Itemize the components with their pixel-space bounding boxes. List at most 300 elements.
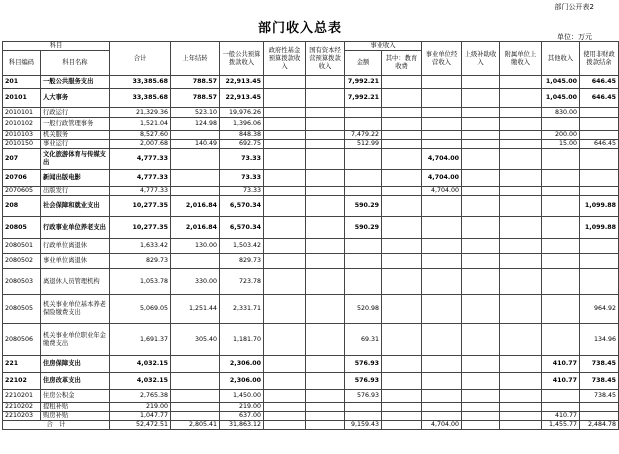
total-cell-sc	[306, 421, 345, 430]
cell-aff	[500, 269, 542, 295]
cell-sc	[306, 254, 345, 269]
cell-oth: 410.77	[542, 356, 580, 373]
cell-amt	[345, 239, 382, 254]
cell-sc	[306, 140, 345, 149]
cell-sub	[462, 269, 500, 295]
cell-gen: 829.73	[220, 254, 264, 269]
cell-amt: 7,992.21	[345, 76, 382, 89]
total-row	[3, 421, 619, 430]
cell-code: 2080505	[3, 295, 41, 324]
cell-sub	[462, 403, 500, 412]
cell-nf	[580, 131, 619, 140]
cell-nf	[580, 108, 619, 118]
table-row	[3, 412, 619, 421]
header-amount: 金额	[345, 51, 382, 76]
cell-gen: 22,913.45	[220, 89, 264, 108]
cell-carry	[171, 403, 220, 412]
cell-amt: 576.93	[345, 390, 382, 403]
cell-amt	[345, 254, 382, 269]
cell-gen: 2,306.00	[220, 356, 264, 373]
cell-nf	[580, 254, 619, 269]
cell-sc	[306, 403, 345, 412]
cell-ui	[422, 89, 462, 108]
cell-carry: 523.10	[171, 108, 220, 118]
cell-oth	[542, 170, 580, 187]
header-general-budget: 一般公共预算拨款收入	[220, 42, 264, 76]
cell-total: 829.73	[110, 254, 171, 269]
cell-carry	[171, 170, 220, 187]
cell-aff	[500, 324, 542, 356]
cell-gov	[264, 89, 306, 108]
cell-ui	[422, 108, 462, 118]
cell-oth: 1,045.00	[542, 76, 580, 89]
cell-sub	[462, 390, 500, 403]
cell-nf: 646.45	[580, 89, 619, 108]
cell-total: 4,777.33	[110, 149, 171, 170]
cell-sub	[462, 373, 500, 390]
cell-name: 住房保障支出	[41, 356, 110, 373]
cell-code: 208	[3, 196, 41, 217]
cell-name: 机关服务	[41, 131, 110, 140]
total-cell-nf: 2,484.78	[580, 421, 619, 430]
cell-amt: 576.93	[345, 373, 382, 390]
total-cell-tui	[382, 421, 422, 430]
table-row	[3, 324, 619, 356]
cell-tui	[382, 217, 422, 239]
cell-gen: 73.33	[220, 187, 264, 196]
cell-nf: 646.45	[580, 76, 619, 89]
cell-code: 2010103	[3, 131, 41, 140]
cell-total: 4,032.15	[110, 356, 171, 373]
cell-gov	[264, 269, 306, 295]
cell-amt	[345, 118, 382, 131]
cell-amt: 576.93	[345, 356, 382, 373]
unit-label: 单位：万元	[557, 33, 592, 41]
header-subsidy: 上级补助收入	[462, 42, 500, 76]
cell-total: 1,691.37	[110, 324, 171, 356]
cell-name: 行政单位离退休	[41, 239, 110, 254]
cell-ui	[422, 140, 462, 149]
cell-sc	[306, 412, 345, 421]
cell-amt: 69.31	[345, 324, 382, 356]
cell-gen: 73.33	[220, 170, 264, 187]
cell-nf	[580, 187, 619, 196]
cell-sub	[462, 89, 500, 108]
cell-ui: 4,704.00	[422, 149, 462, 170]
cell-code: 20706	[3, 170, 41, 187]
cell-name: 机关事业单位职业年金缴费支出	[41, 324, 110, 356]
cell-sub	[462, 295, 500, 324]
cell-ui: 4,704.00	[422, 170, 462, 187]
cell-gen: 1,503.42	[220, 239, 264, 254]
table-row	[3, 239, 619, 254]
cell-sc	[306, 356, 345, 373]
cell-tui	[382, 239, 422, 254]
cell-sub	[462, 356, 500, 373]
cell-code: 207	[3, 149, 41, 170]
cell-total: 1,053.78	[110, 269, 171, 295]
cell-gen: 6,570.34	[220, 217, 264, 239]
cell-nf: 738.45	[580, 356, 619, 373]
cell-name: 购房补贴	[41, 412, 110, 421]
header-unit-income: 事业单位经营收入	[422, 42, 462, 76]
cell-ui: 4,704.00	[422, 187, 462, 196]
total-cell-total: 52,472.51	[110, 421, 171, 430]
cell-oth: 410.77	[542, 373, 580, 390]
cell-gov	[264, 356, 306, 373]
cell-gov	[264, 108, 306, 118]
cell-name: 离退休人员管理机构	[41, 269, 110, 295]
cell-amt	[345, 269, 382, 295]
cell-carry	[171, 412, 220, 421]
cell-gov	[264, 254, 306, 269]
cell-total: 4,032.15	[110, 373, 171, 390]
cell-ui	[422, 324, 462, 356]
cell-tui	[382, 390, 422, 403]
cell-oth	[542, 324, 580, 356]
header-name: 科目名称	[41, 51, 110, 76]
cell-ui	[422, 239, 462, 254]
cell-sub	[462, 412, 500, 421]
cell-sc	[306, 196, 345, 217]
cell-sc	[306, 239, 345, 254]
header-business-income: 事业收入	[345, 42, 422, 51]
cell-gen: 73.33	[220, 149, 264, 170]
cell-nf: 134.96	[580, 324, 619, 356]
cell-name: 机关事业单位基本养老保险缴费支出	[41, 295, 110, 324]
cell-gov	[264, 187, 306, 196]
cell-aff	[500, 187, 542, 196]
cell-code: 2210201	[3, 390, 41, 403]
cell-sc	[306, 390, 345, 403]
cell-carry	[171, 373, 220, 390]
cell-oth	[542, 187, 580, 196]
cell-tui	[382, 373, 422, 390]
cell-ui	[422, 356, 462, 373]
cell-amt	[345, 149, 382, 170]
cell-aff	[500, 131, 542, 140]
cell-sub	[462, 196, 500, 217]
page-title: 部门收入总表	[257, 21, 342, 36]
cell-gov	[264, 131, 306, 140]
cell-aff	[500, 239, 542, 254]
cell-sub	[462, 76, 500, 89]
cell-carry: 140.49	[171, 140, 220, 149]
cell-gov	[264, 140, 306, 149]
cell-nf: 738.45	[580, 390, 619, 403]
cell-code: 2070605	[3, 187, 41, 196]
cell-amt	[345, 170, 382, 187]
cell-oth: 15.00	[542, 140, 580, 149]
cell-gov	[264, 196, 306, 217]
cell-nf	[580, 269, 619, 295]
cell-ui	[422, 269, 462, 295]
cell-amt	[345, 187, 382, 196]
cell-gen: 2,306.00	[220, 373, 264, 390]
cell-tui	[382, 412, 422, 421]
cell-ui	[422, 217, 462, 239]
cell-oth	[542, 149, 580, 170]
cell-tui	[382, 187, 422, 196]
cell-carry: 124.98	[171, 118, 220, 131]
cell-nf	[580, 149, 619, 170]
cell-sc	[306, 295, 345, 324]
cell-ui	[422, 118, 462, 131]
cell-sc	[306, 76, 345, 89]
cell-sc	[306, 217, 345, 239]
cell-tui	[382, 356, 422, 373]
header-total: 合计	[110, 42, 171, 76]
table-row	[3, 131, 619, 140]
cell-gen: 1,396.06	[220, 118, 264, 131]
cell-gen: 2,331.71	[220, 295, 264, 324]
cell-code: 22102	[3, 373, 41, 390]
cell-gov	[264, 170, 306, 187]
cell-total: 1,521.04	[110, 118, 171, 131]
cell-gen: 22,913.45	[220, 76, 264, 89]
cell-total: 219.00	[110, 403, 171, 412]
cell-carry	[171, 187, 220, 196]
cell-total: 8,527.60	[110, 131, 171, 140]
cell-carry: 330.00	[171, 269, 220, 295]
total-cell-amt: 9,159.43	[345, 421, 382, 430]
cell-ui	[422, 390, 462, 403]
table-row	[3, 295, 619, 324]
cell-ui	[422, 131, 462, 140]
cell-carry	[171, 149, 220, 170]
cell-code: 2210203	[3, 412, 41, 421]
cell-sc	[306, 187, 345, 196]
cell-sub	[462, 108, 500, 118]
cell-total: 1,633.42	[110, 239, 171, 254]
cell-oth	[542, 217, 580, 239]
table-row	[3, 118, 619, 131]
cell-nf: 646.45	[580, 140, 619, 149]
header-subject: 科目	[3, 42, 110, 51]
cell-name: 一般公共服务支出	[41, 76, 110, 89]
cell-oth	[542, 118, 580, 131]
table-row	[3, 76, 619, 89]
cell-sub	[462, 324, 500, 356]
table-row	[3, 269, 619, 295]
cell-gen: 1,181.70	[220, 324, 264, 356]
cell-name: 行政事业单位养老支出	[41, 217, 110, 239]
cell-nf: 964.92	[580, 295, 619, 324]
cell-aff	[500, 373, 542, 390]
cell-gov	[264, 118, 306, 131]
cell-tui	[382, 140, 422, 149]
cell-name: 社会保障和就业支出	[41, 196, 110, 217]
cell-oth	[542, 403, 580, 412]
total-cell-carry: 2,805.41	[171, 421, 220, 430]
cell-aff	[500, 217, 542, 239]
cell-carry: 788.57	[171, 89, 220, 108]
cell-gov	[264, 149, 306, 170]
cell-total: 5,069.05	[110, 295, 171, 324]
cell-code: 2010101	[3, 108, 41, 118]
total-cell-sub	[462, 421, 500, 430]
cell-sc	[306, 170, 345, 187]
cell-code: 2210202	[3, 403, 41, 412]
cell-amt: 590.29	[345, 217, 382, 239]
header-carryover: 上年结转	[171, 42, 220, 76]
cell-name: 行政运行	[41, 108, 110, 118]
cell-sub	[462, 140, 500, 149]
cell-name: 人大事务	[41, 89, 110, 108]
cell-tui	[382, 131, 422, 140]
cell-gen: 1,450.00	[220, 390, 264, 403]
total-cell-aff	[500, 421, 542, 430]
cell-carry: 788.57	[171, 76, 220, 89]
cell-sc	[306, 118, 345, 131]
cell-aff	[500, 118, 542, 131]
table-row	[3, 390, 619, 403]
cell-amt	[345, 108, 382, 118]
cell-nf: 1,099.88	[580, 217, 619, 239]
cell-nf	[580, 403, 619, 412]
cell-ui	[422, 412, 462, 421]
cell-code: 2080506	[3, 324, 41, 356]
cell-tui	[382, 254, 422, 269]
cell-tui	[382, 89, 422, 108]
cell-carry: 1,251.44	[171, 295, 220, 324]
form-number: 部门公开表2	[554, 3, 594, 11]
header-tuition: 其中：教育收费	[382, 51, 422, 76]
cell-sub	[462, 149, 500, 170]
cell-total: 4,777.33	[110, 170, 171, 187]
cell-nf: 1,099.88	[580, 196, 619, 217]
cell-gov	[264, 217, 306, 239]
table-row	[3, 149, 619, 170]
table-row	[3, 170, 619, 187]
cell-aff	[500, 295, 542, 324]
cell-amt: 520.98	[345, 295, 382, 324]
cell-sc	[306, 131, 345, 140]
header-state-capital: 国有资本经营预算拨款收入	[306, 42, 345, 76]
total-cell-gov	[264, 421, 306, 430]
cell-name: 一般行政管理事务	[41, 118, 110, 131]
cell-gen: 637.00	[220, 412, 264, 421]
cell-code: 20101	[3, 89, 41, 108]
table-row	[3, 108, 619, 118]
cell-sc	[306, 269, 345, 295]
cell-name: 住房公积金	[41, 390, 110, 403]
cell-aff	[500, 89, 542, 108]
cell-ui	[422, 76, 462, 89]
total-cell-ui: 4,704.00	[422, 421, 462, 430]
cell-tui	[382, 118, 422, 131]
cell-sub	[462, 239, 500, 254]
cell-total: 33,385.68	[110, 76, 171, 89]
cell-aff	[500, 140, 542, 149]
cell-oth	[542, 390, 580, 403]
cell-gen: 848.38	[220, 131, 264, 140]
cell-nf	[580, 118, 619, 131]
header-other: 其他收入	[542, 42, 580, 76]
table-row	[3, 254, 619, 269]
cell-total: 10,277.35	[110, 196, 171, 217]
cell-ui	[422, 373, 462, 390]
cell-sub	[462, 170, 500, 187]
cell-oth: 1,045.00	[542, 89, 580, 108]
cell-nf: 738.45	[580, 373, 619, 390]
cell-tui	[382, 149, 422, 170]
table-row	[3, 373, 619, 390]
table-row	[3, 196, 619, 217]
cell-nf	[580, 170, 619, 187]
cell-sc	[306, 89, 345, 108]
cell-ui	[422, 403, 462, 412]
table-row	[3, 356, 619, 373]
cell-oth	[542, 269, 580, 295]
cell-aff	[500, 412, 542, 421]
cell-amt: 512.99	[345, 140, 382, 149]
cell-carry	[171, 254, 220, 269]
cell-gov	[264, 324, 306, 356]
cell-tui	[382, 295, 422, 324]
cell-name: 住房改革支出	[41, 373, 110, 390]
cell-aff	[500, 76, 542, 89]
cell-sub	[462, 254, 500, 269]
cell-ui	[422, 196, 462, 217]
cell-amt: 590.29	[345, 196, 382, 217]
cell-tui	[382, 170, 422, 187]
cell-gov	[264, 76, 306, 89]
cell-gov	[264, 373, 306, 390]
cell-gov	[264, 390, 306, 403]
cell-nf	[580, 239, 619, 254]
cell-total: 2,007.68	[110, 140, 171, 149]
cell-name: 事业运行	[41, 140, 110, 149]
cell-sub	[462, 118, 500, 131]
total-cell-oth: 1,455.77	[542, 421, 580, 430]
cell-gov	[264, 403, 306, 412]
cell-gov	[264, 412, 306, 421]
cell-name: 出版发行	[41, 187, 110, 196]
cell-gen: 6,570.34	[220, 196, 264, 217]
cell-oth	[542, 196, 580, 217]
cell-aff	[500, 254, 542, 269]
cell-tui	[382, 269, 422, 295]
cell-name: 新闻出版电影	[41, 170, 110, 187]
cell-tui	[382, 403, 422, 412]
cell-amt	[345, 412, 382, 421]
table-row	[3, 403, 619, 412]
cell-oth	[542, 295, 580, 324]
cell-sub	[462, 217, 500, 239]
cell-tui	[382, 324, 422, 356]
cell-sc	[306, 108, 345, 118]
cell-amt	[345, 403, 382, 412]
table-row	[3, 140, 619, 149]
cell-carry: 305.40	[171, 324, 220, 356]
total-label: 合 计	[3, 421, 110, 430]
table-row	[3, 89, 619, 108]
header-affiliated: 附属单位上缴收入	[500, 42, 542, 76]
cell-nf	[580, 412, 619, 421]
cell-carry: 130.00	[171, 239, 220, 254]
cell-sc	[306, 149, 345, 170]
cell-ui	[422, 295, 462, 324]
cell-code: 2010150	[3, 140, 41, 149]
cell-code: 2080501	[3, 239, 41, 254]
cell-aff	[500, 108, 542, 118]
cell-name: 事业单位离退休	[41, 254, 110, 269]
cell-name: 文化旅游体育与传媒支出	[41, 149, 110, 170]
cell-tui	[382, 108, 422, 118]
cell-amt: 7,992.21	[345, 89, 382, 108]
cell-code: 2080502	[3, 254, 41, 269]
